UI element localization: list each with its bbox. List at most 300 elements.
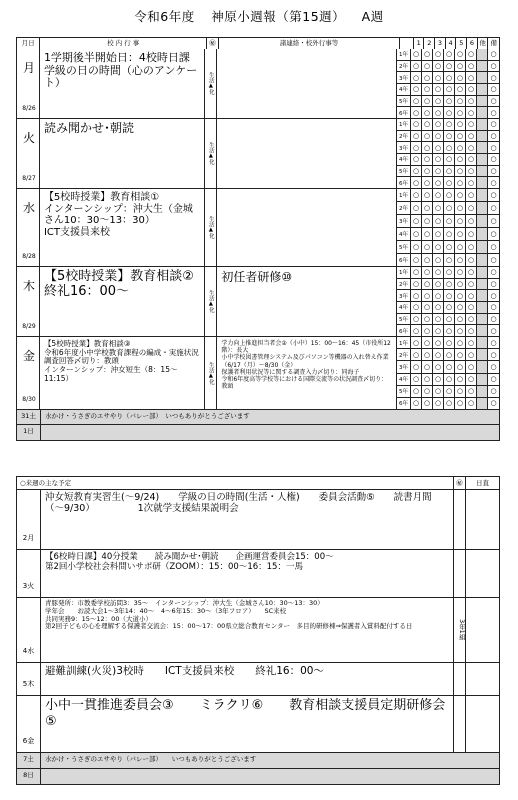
header-period-2: 2 xyxy=(424,38,435,49)
attendance-cell xyxy=(477,398,488,409)
attendance-cell xyxy=(466,202,477,214)
attendance-mark: ○ xyxy=(456,362,464,371)
day-name: 水 xyxy=(22,201,35,215)
attendance-cell xyxy=(433,72,444,83)
day-date: 8/28 xyxy=(22,253,36,260)
attendance-cell xyxy=(488,61,499,72)
attendance-cell xyxy=(488,119,499,130)
attendance-cell xyxy=(444,337,455,348)
next-saturday-row xyxy=(16,753,500,769)
attendance-cell xyxy=(488,215,499,227)
attendance-mark: ○ xyxy=(445,230,453,238)
attendance-cell xyxy=(477,49,488,60)
attendance-cell xyxy=(455,279,466,290)
attendance-cell xyxy=(477,386,488,397)
grade-label: 5年 xyxy=(397,241,411,253)
attendance-cell xyxy=(411,49,422,60)
attendance-mark: ○ xyxy=(423,399,431,408)
attendance-cell xyxy=(411,279,422,290)
attendance-cell xyxy=(444,254,455,266)
attendance-mark: ○ xyxy=(412,256,420,264)
attendance-cell xyxy=(488,84,499,95)
attendance-cell xyxy=(455,84,466,95)
grade-label: 1年 xyxy=(397,267,411,278)
grade-label: 6年 xyxy=(397,254,411,266)
attendance-row xyxy=(397,202,499,215)
attendance-cell xyxy=(488,325,499,336)
attendance-cell xyxy=(477,279,488,290)
attendance-mark: ○ xyxy=(412,204,420,212)
header-period-note: 備 xyxy=(490,39,497,47)
attendance-mark: ○ xyxy=(434,243,442,251)
attendance-cell xyxy=(477,290,488,301)
attendance-cell xyxy=(444,166,455,177)
day-schedule: 1学期後半開始日：4校時日課 学級の日の時間（心のアンケート） xyxy=(40,49,205,118)
attendance-mark: ○ xyxy=(456,315,464,324)
grade-label: 2年 xyxy=(397,349,411,360)
attendance-cell xyxy=(444,228,455,240)
day-schedule: 【5校時授業】教育相談① インターンシップ：沖大生（金城さん10：30～13：30） ICT支援員来校 xyxy=(40,189,205,266)
attendance-cell xyxy=(422,61,433,72)
attendance-cell xyxy=(488,254,499,266)
attendance-mark: ○ xyxy=(434,132,442,140)
attendance-mark: ○ xyxy=(434,280,442,288)
attendance-mark: ○ xyxy=(423,178,431,187)
attendance-cell xyxy=(455,189,466,201)
attendance-cell xyxy=(477,177,488,188)
next-week-duty: 日直 xyxy=(476,479,489,487)
attendance-mark: ○ xyxy=(412,362,420,371)
attendance-cell xyxy=(488,361,499,372)
attendance-cell xyxy=(444,49,455,60)
grade-label: 2年 xyxy=(397,131,411,142)
attendance-mark: ○ xyxy=(412,50,420,59)
attendance-cell xyxy=(466,267,477,278)
attendance-cell xyxy=(455,228,466,240)
attendance-row xyxy=(397,119,499,131)
attendance-mark: ○ xyxy=(456,230,464,238)
attendance-cell xyxy=(455,166,466,177)
attendance-cell xyxy=(455,241,466,253)
attendance-cell xyxy=(422,177,433,188)
attendance-mark: ○ xyxy=(490,50,497,59)
attendance-cell xyxy=(422,254,433,266)
attendance-mark: ○ xyxy=(423,143,431,152)
attendance-mark: ○ xyxy=(434,217,442,225)
attendance-mark: ○ xyxy=(423,280,431,288)
attendance-mark: ○ xyxy=(423,256,431,264)
grade-label: 4年 xyxy=(397,84,411,95)
attendance-cell xyxy=(433,302,444,313)
attendance-mark: ○ xyxy=(423,362,431,371)
attendance-mark: ○ xyxy=(490,256,497,264)
attendance-mark: ○ xyxy=(412,230,420,238)
attendance-mark: ○ xyxy=(412,291,420,300)
attendance-row xyxy=(397,302,499,314)
attendance-row xyxy=(397,84,499,96)
attendance-mark: ○ xyxy=(423,204,431,212)
attendance-mark: ○ xyxy=(412,387,420,396)
attendance-mark: ○ xyxy=(456,85,464,94)
attendance-cell xyxy=(477,337,488,348)
attendance-cell xyxy=(411,349,422,360)
attendance-cell xyxy=(433,49,444,60)
attendance-mark: ○ xyxy=(467,230,475,238)
attendance-cell xyxy=(455,386,466,397)
attendance-mark: ○ xyxy=(434,350,442,359)
grade-label: 5年 xyxy=(397,96,411,107)
attendance-mark: ○ xyxy=(412,243,420,251)
day-date-cell xyxy=(17,119,40,188)
next-week-mark: ㊙ xyxy=(454,477,466,489)
saturday-row xyxy=(16,410,500,425)
attendance-cell xyxy=(422,386,433,397)
header-period-3: 3 xyxy=(435,38,446,49)
duty-class-label: 3年1組 xyxy=(458,619,466,641)
attendance-mark: ○ xyxy=(412,375,420,384)
attendance-mark: ○ xyxy=(467,73,475,82)
attendance-cell xyxy=(466,142,477,153)
attendance-mark: ○ xyxy=(467,256,475,264)
attendance-cell xyxy=(411,154,422,165)
attendance-cell xyxy=(422,189,433,201)
attendance-cell xyxy=(422,302,433,313)
grade-label: 4年 xyxy=(397,302,411,313)
attendance-cell xyxy=(411,189,422,201)
attendance-mark: ○ xyxy=(423,108,431,117)
attendance-row xyxy=(397,228,499,241)
day-notes xyxy=(217,189,397,266)
header-mark: ㊙ xyxy=(207,38,219,49)
attendance-mark: ○ xyxy=(467,143,475,152)
attendance-mark: ○ xyxy=(434,97,442,106)
attendance-mark: ○ xyxy=(423,73,431,82)
attendance-cell xyxy=(488,267,499,278)
attendance-mark: ○ xyxy=(490,243,497,251)
attendance-mark: ○ xyxy=(434,291,442,300)
attendance-cell xyxy=(455,361,466,372)
attendance-cell xyxy=(477,349,488,360)
day-date: 8/30 xyxy=(22,396,36,403)
attendance-mark: ○ xyxy=(467,108,475,117)
attendance-cell xyxy=(444,96,455,107)
attendance-cell xyxy=(477,131,488,142)
attendance-cell xyxy=(466,228,477,240)
attendance-cell xyxy=(488,96,499,107)
attendance-mark: ○ xyxy=(445,217,453,225)
attendance-row xyxy=(397,398,499,409)
attendance-mark: ○ xyxy=(423,132,431,140)
attendance-cell xyxy=(411,72,422,83)
attendance-cell xyxy=(477,119,488,130)
next-week-text: 青豚発所：市教委学校訪問3：35～ インターンシップ：沖大生（金城さん10：30～13：30） 学年会 お読大会1～3年14：40～ 4～6年15：30～（3年フロア） SC来校 共同実務9：15～12：00（大道小） 第2回子どもの心を理解する保護者交流会：15：00～17：00県立総合教育センター 多目的研修棟⇒保護者入賞料配付する日 xyxy=(41,598,454,662)
attendance-cell xyxy=(488,302,499,313)
attendance-cell xyxy=(444,290,455,301)
next-week-row xyxy=(16,550,500,598)
attendance-mark: ○ xyxy=(490,178,497,187)
attendance-mark: ○ xyxy=(467,155,475,164)
attendance-mark: ○ xyxy=(423,50,431,59)
attendance-mark: ○ xyxy=(490,85,497,94)
next-week-text: 避難訓練(火災)3校時 ICT支援員来校 終礼16：00～ xyxy=(41,663,454,695)
day-row xyxy=(16,49,500,119)
attendance-mark: ○ xyxy=(467,178,475,187)
attendance-mark: ○ xyxy=(412,326,420,335)
saturday-date: 31土 xyxy=(17,410,41,424)
attendance-cell xyxy=(422,72,433,83)
attendance-cell xyxy=(477,314,488,325)
attendance-cell xyxy=(433,154,444,165)
attendance-mark: ○ xyxy=(467,85,475,94)
day-schedule: 【5校時授業】教育相談③ 令和6年度小中学校教育課程の編成・実施状況調査回答〆切り：教頭 インターンシップ：沖女短生（8：15～11:15） xyxy=(40,337,205,409)
grade-label: 3年 xyxy=(397,361,411,372)
grade-label: 6年 xyxy=(397,177,411,188)
attendance-cell xyxy=(422,131,433,142)
attendance-cell xyxy=(488,386,499,397)
attendance-cell xyxy=(411,290,422,301)
next-sunday-date: 8日 xyxy=(17,769,41,784)
grade-label: 3年 xyxy=(397,290,411,301)
attendance-mark: ○ xyxy=(412,167,420,176)
attendance-mark: ○ xyxy=(445,143,453,152)
day-notes: 学力向上推進担当者会②（小中）15：00～16：45（市役所12階）：長大 小中学校図書管理システム及びパソコン等機器の入れ替え作業（6/17（月）～8/30（金） 保護者利用状況等に関する調査入力〆切り：同海子 令和6年度高等学校等における国際交流等の状況調査〆切り：教頭 xyxy=(217,337,397,409)
attendance-cell xyxy=(477,361,488,372)
attendance-cell xyxy=(433,361,444,372)
attendance-cell xyxy=(466,107,477,118)
attendance-cell xyxy=(488,131,499,142)
attendance-cell xyxy=(466,374,477,385)
attendance-cell xyxy=(433,279,444,290)
grade-label: 1年 xyxy=(397,49,411,60)
attendance-mark: ○ xyxy=(456,217,464,225)
grade-label: 3年 xyxy=(397,215,411,227)
attendance-mark: ○ xyxy=(434,50,442,59)
attendance-grid xyxy=(397,189,499,266)
attendance-cell xyxy=(466,189,477,201)
next-week-row xyxy=(16,663,500,696)
next-saturday-text: 水かけ・うさぎのエサやり（バレー部） いつもありがとうございます xyxy=(45,755,257,763)
attendance-mark: ○ xyxy=(456,120,464,129)
header-period-6: 6 xyxy=(467,38,478,49)
attendance-cell xyxy=(466,290,477,301)
attendance-mark: ○ xyxy=(445,62,453,70)
attendance-cell xyxy=(477,107,488,118)
attendance-cell xyxy=(433,337,444,348)
attendance-cell xyxy=(466,166,477,177)
attendance-cell xyxy=(444,107,455,118)
attendance-cell xyxy=(477,302,488,313)
attendance-cell xyxy=(488,189,499,201)
day-name: 木 xyxy=(22,279,35,293)
page-title xyxy=(0,7,518,25)
attendance-mark: ○ xyxy=(456,268,464,277)
next-sunday-row xyxy=(16,769,500,785)
attendance-cell xyxy=(488,228,499,240)
attendance-mark: ○ xyxy=(412,85,420,94)
attendance-mark: ○ xyxy=(456,191,464,199)
attendance-cell xyxy=(422,228,433,240)
attendance-mark: ○ xyxy=(456,243,464,251)
attendance-cell xyxy=(444,314,455,325)
attendance-mark: ○ xyxy=(490,143,497,152)
next-week-text: 小中一貫推進委員会③ ミラクリ⑥ 教育相談支援員定期研修会⑤ xyxy=(41,696,454,752)
attendance-cell xyxy=(422,325,433,336)
attendance-cell xyxy=(488,177,499,188)
attendance-mark: ○ xyxy=(467,62,475,70)
attendance-cell xyxy=(455,49,466,60)
header-school-events: 校 内 行 事 xyxy=(40,38,207,49)
attendance-cell xyxy=(411,241,422,253)
attendance-cell xyxy=(444,267,455,278)
attendance-mark: ○ xyxy=(445,375,453,384)
attendance-mark: ○ xyxy=(423,387,431,396)
attendance-cell xyxy=(477,325,488,336)
attendance-mark: ○ xyxy=(467,291,475,300)
attendance-mark: ○ xyxy=(423,155,431,164)
next-week-day: 3火 xyxy=(17,550,41,597)
attendance-cell xyxy=(422,349,433,360)
attendance-mark: ○ xyxy=(490,291,497,300)
attendance-mark: ○ xyxy=(434,167,442,176)
attendance-cell xyxy=(455,254,466,266)
attendance-mark: ○ xyxy=(434,303,442,312)
attendance-cell xyxy=(455,61,466,72)
attendance-cell xyxy=(433,215,444,227)
attendance-mark: ○ xyxy=(445,120,453,129)
header-notices: 諸連絡・校外行事等 xyxy=(219,38,400,49)
attendance-mark: ○ xyxy=(423,85,431,94)
attendance-mark: ○ xyxy=(445,256,453,264)
attendance-mark: ○ xyxy=(412,338,420,347)
attendance-cell xyxy=(433,177,444,188)
attendance-cell xyxy=(433,202,444,214)
attendance-cell xyxy=(444,302,455,313)
grade-label: 4年 xyxy=(397,374,411,385)
attendance-cell xyxy=(444,189,455,201)
attendance-mark: ○ xyxy=(490,387,497,396)
attendance-cell xyxy=(411,386,422,397)
attendance-cell xyxy=(466,84,477,95)
attendance-cell xyxy=(411,177,422,188)
attendance-mark: ○ xyxy=(490,399,497,408)
sunday-date: 1日 xyxy=(17,425,41,440)
attendance-cell xyxy=(444,349,455,360)
attendance-cell xyxy=(444,325,455,336)
attendance-cell xyxy=(433,314,444,325)
attendance-cell xyxy=(411,142,422,153)
attendance-cell xyxy=(422,84,433,95)
attendance-cell xyxy=(488,72,499,83)
attendance-mark: ○ xyxy=(434,108,442,117)
attendance-mark: ○ xyxy=(445,191,453,199)
attendance-cell xyxy=(422,154,433,165)
attendance-row xyxy=(397,215,499,228)
attendance-cell xyxy=(455,119,466,130)
attendance-cell xyxy=(455,154,466,165)
attendance-cell xyxy=(455,398,466,409)
attendance-mark: ○ xyxy=(490,204,497,212)
attendance-mark: ○ xyxy=(456,303,464,312)
day-date-cell xyxy=(17,337,40,409)
attendance-mark: ○ xyxy=(423,350,431,359)
grade-label: 6年 xyxy=(397,107,411,118)
attendance-mark: ○ xyxy=(445,362,453,371)
attendance-mark: ○ xyxy=(445,350,453,359)
attendance-mark: ○ xyxy=(412,303,420,312)
attendance-cell xyxy=(455,107,466,118)
attendance-cell xyxy=(422,166,433,177)
attendance-mark: ○ xyxy=(467,280,475,288)
attendance-mark: ○ xyxy=(456,350,464,359)
attendance-mark: ○ xyxy=(434,191,442,199)
attendance-cell xyxy=(422,267,433,278)
day-name: 火 xyxy=(22,131,35,145)
attendance-cell xyxy=(488,279,499,290)
attendance-mark: ○ xyxy=(490,217,497,225)
attendance-mark: ○ xyxy=(412,132,420,140)
attendance-cell xyxy=(444,84,455,95)
attendance-cell xyxy=(477,189,488,201)
attendance-cell xyxy=(455,314,466,325)
attendance-cell xyxy=(455,177,466,188)
attendance-mark: ○ xyxy=(456,280,464,288)
attendance-cell xyxy=(411,166,422,177)
grade-label: 1年 xyxy=(397,119,411,130)
day-schedule: 【5校時授業】教育相談② 終礼16：00～ xyxy=(40,267,205,336)
attendance-cell xyxy=(466,325,477,336)
attendance-cell xyxy=(466,314,477,325)
attendance-mark: ○ xyxy=(423,326,431,335)
attendance-row xyxy=(397,361,499,373)
day-notes: 初任者研修⑩ xyxy=(217,267,397,336)
attendance-mark: ○ xyxy=(490,108,497,117)
attendance-cell xyxy=(444,61,455,72)
attendance-cell xyxy=(411,267,422,278)
attendance-mark: ○ xyxy=(445,178,453,187)
attendance-cell xyxy=(488,290,499,301)
attendance-cell xyxy=(444,202,455,214)
day-name: 金 xyxy=(22,349,35,363)
grade-label: 1年 xyxy=(397,189,411,201)
day-name: 月 xyxy=(22,61,35,75)
attendance-cell xyxy=(455,202,466,214)
attendance-cell xyxy=(433,228,444,240)
attendance-mark: ○ xyxy=(412,97,420,106)
attendance-mark: ○ xyxy=(434,387,442,396)
attendance-mark: ○ xyxy=(423,375,431,384)
header-period-4: 4 xyxy=(446,38,457,49)
attendance-mark: ○ xyxy=(456,132,464,140)
attendance-mark: ○ xyxy=(456,338,464,347)
next-week-header xyxy=(16,476,500,490)
attendance-cell xyxy=(411,61,422,72)
attendance-mark: ○ xyxy=(412,178,420,187)
attendance-cell xyxy=(422,107,433,118)
attendance-cell xyxy=(455,374,466,385)
attendance-row xyxy=(397,374,499,386)
attendance-mark: ○ xyxy=(434,362,442,371)
attendance-mark: ○ xyxy=(490,315,497,324)
attendance-cell xyxy=(422,202,433,214)
attendance-cell xyxy=(455,267,466,278)
attendance-cell xyxy=(411,107,422,118)
attendance-cell xyxy=(477,228,488,240)
day-row xyxy=(16,337,500,410)
attendance-cell xyxy=(488,49,499,60)
attendance-mark: ○ xyxy=(467,338,475,347)
attendance-row xyxy=(397,107,499,118)
attendance-mark: ○ xyxy=(445,243,453,251)
